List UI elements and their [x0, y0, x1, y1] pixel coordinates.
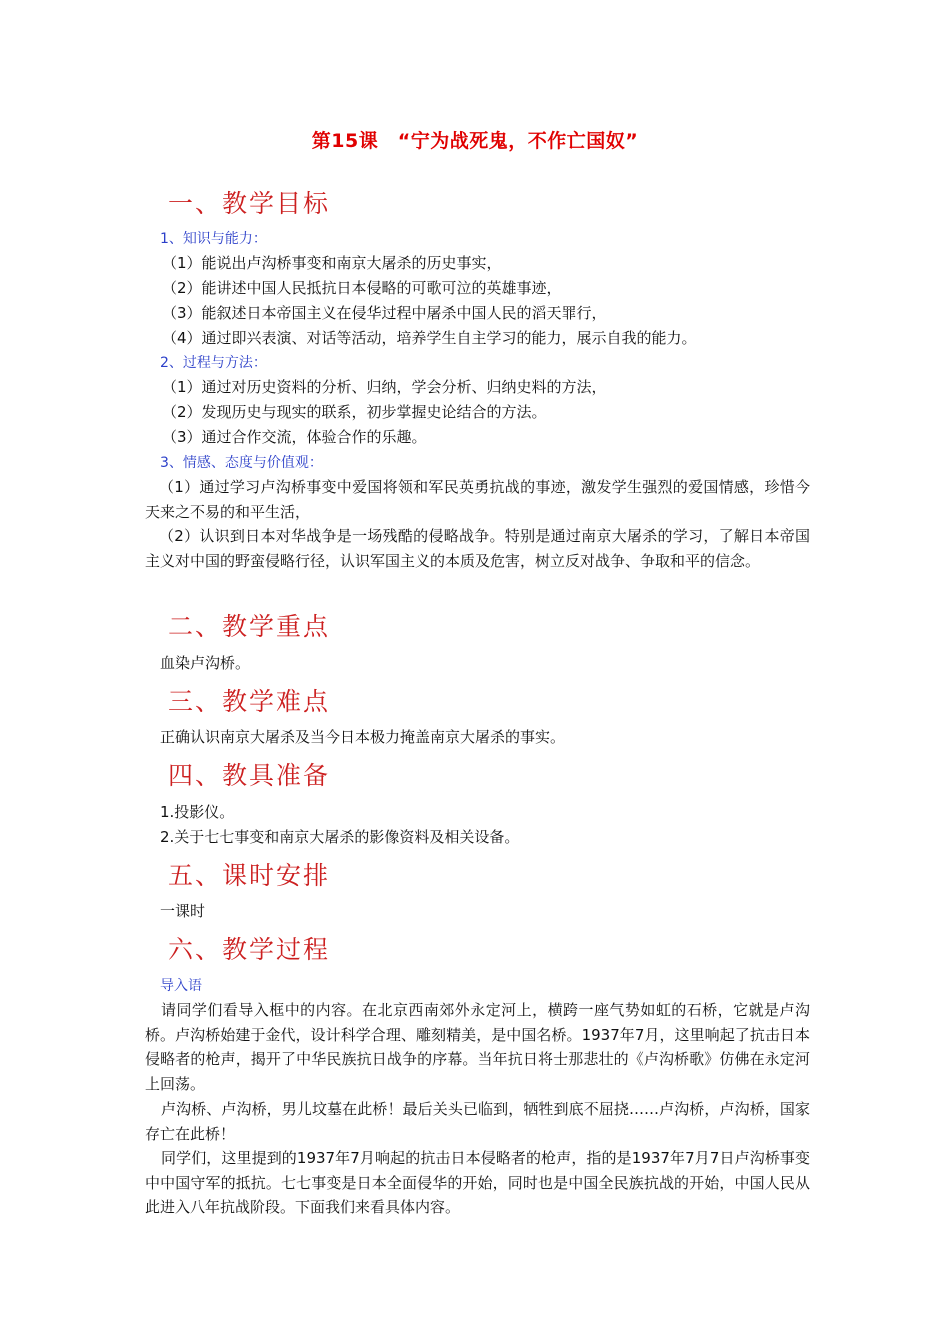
subheading-knowledge: 1、知识与能力：	[160, 231, 267, 247]
section-heading-schedule: 五、课时安排	[168, 861, 331, 890]
goal-paragraph: （1）通过学习卢沟桥事变中爱国将领和军民英勇抗战的事迹，激发学生强烈的爱国情感，珍惜今天来之不易的和平生活，	[145, 478, 810, 521]
subheading-emotion: 3、情感、态度与价值观：	[160, 455, 323, 471]
intro-paragraph: 请同学们看导入框中的内容。在北京西南郊外永定河上，横跨一座气势如虹的石桥，它就是卢沟桥。卢沟桥始建于金代，设计科学合理、雕刻精美，是中国名桥。1937年7月，这里响起了抗击日本侵略者的枪声，揭开了中华民族抗日战争的序幕。当年抗日将士那悲壮的《卢沟桥歌》仿佛在永定河上回荡。	[145, 1001, 810, 1093]
section-heading-key-points: 二、教学重点	[168, 612, 331, 641]
schedule-text: 一课时	[160, 902, 206, 920]
section-heading-difficulties: 三、教学难点	[168, 687, 331, 716]
tool-item: 2.关于七七事变和南京大屠杀的影像资料及相关设备。	[160, 828, 520, 846]
explanation-paragraph: 同学们，这里提到的1937年7月响起的抗击日本侵略者的枪声，指的是1937年7月7日卢沟桥事变中中国守军的抵抗。七七事变是日本全面侵华的开始，同时也是中国全民族抗战的开始，中国人民从此进入八年抗战阶段。下面我们来看具体内容。	[145, 1149, 810, 1216]
key-point-text: 血染卢沟桥。	[160, 654, 251, 672]
goal-line: （2）能讲述中国人民抵抗日本侵略的可歌可泣的英雄事迹，	[162, 279, 562, 297]
subheading-intro: 导入语	[160, 978, 202, 994]
goal-line: （1）能说出卢沟桥事变和南京大屠杀的历史事实，	[162, 254, 502, 272]
difficulty-text: 正确认识南京大屠杀及当今日本极力掩盖南京大屠杀的事实。	[160, 728, 566, 746]
goal-line: （2）发现历史与现实的联系，初步掌握史论结合的方法。	[162, 403, 547, 421]
goal-line: （3）通过合作交流，体验合作的乐趣。	[162, 428, 427, 446]
section-heading-objectives: 一、教学目标	[168, 189, 331, 218]
goal-line: （4）通过即兴表演、对话等活动，培养学生自主学习的能力，展示自我的能力。	[162, 329, 697, 347]
song-paragraph: 卢沟桥、卢沟桥，男儿坟墓在此桥！最后关头已临到，牺牲到底不屈挠……卢沟桥，卢沟桥，国家存亡在此桥！	[145, 1100, 810, 1143]
section-heading-tools: 四、教具准备	[168, 761, 331, 790]
tool-item: 1.投影仪。	[160, 803, 235, 821]
goal-paragraph: （2）认识到日本对华战争是一场残酷的侵略战争。特别是通过南京大屠杀的学习，了解日本帝国主义对中国的野蛮侵略行径，认识军国主义的本质及危害，树立反对战争、争取和平的信念。	[145, 527, 810, 570]
section-heading-process: 六、教学过程	[168, 935, 331, 964]
goal-line: （1）通过对历史资料的分析、归纳，学会分析、归纳史料的方法，	[162, 378, 607, 396]
lesson-title: 第15课 “宁为战死鬼，不作亡国奴”	[311, 130, 639, 152]
goal-line: （3）能叙述日本帝国主义在侵华过程中屠杀中国人民的滔天罪行，	[162, 304, 607, 322]
subheading-process: 2、过程与方法：	[160, 355, 267, 371]
